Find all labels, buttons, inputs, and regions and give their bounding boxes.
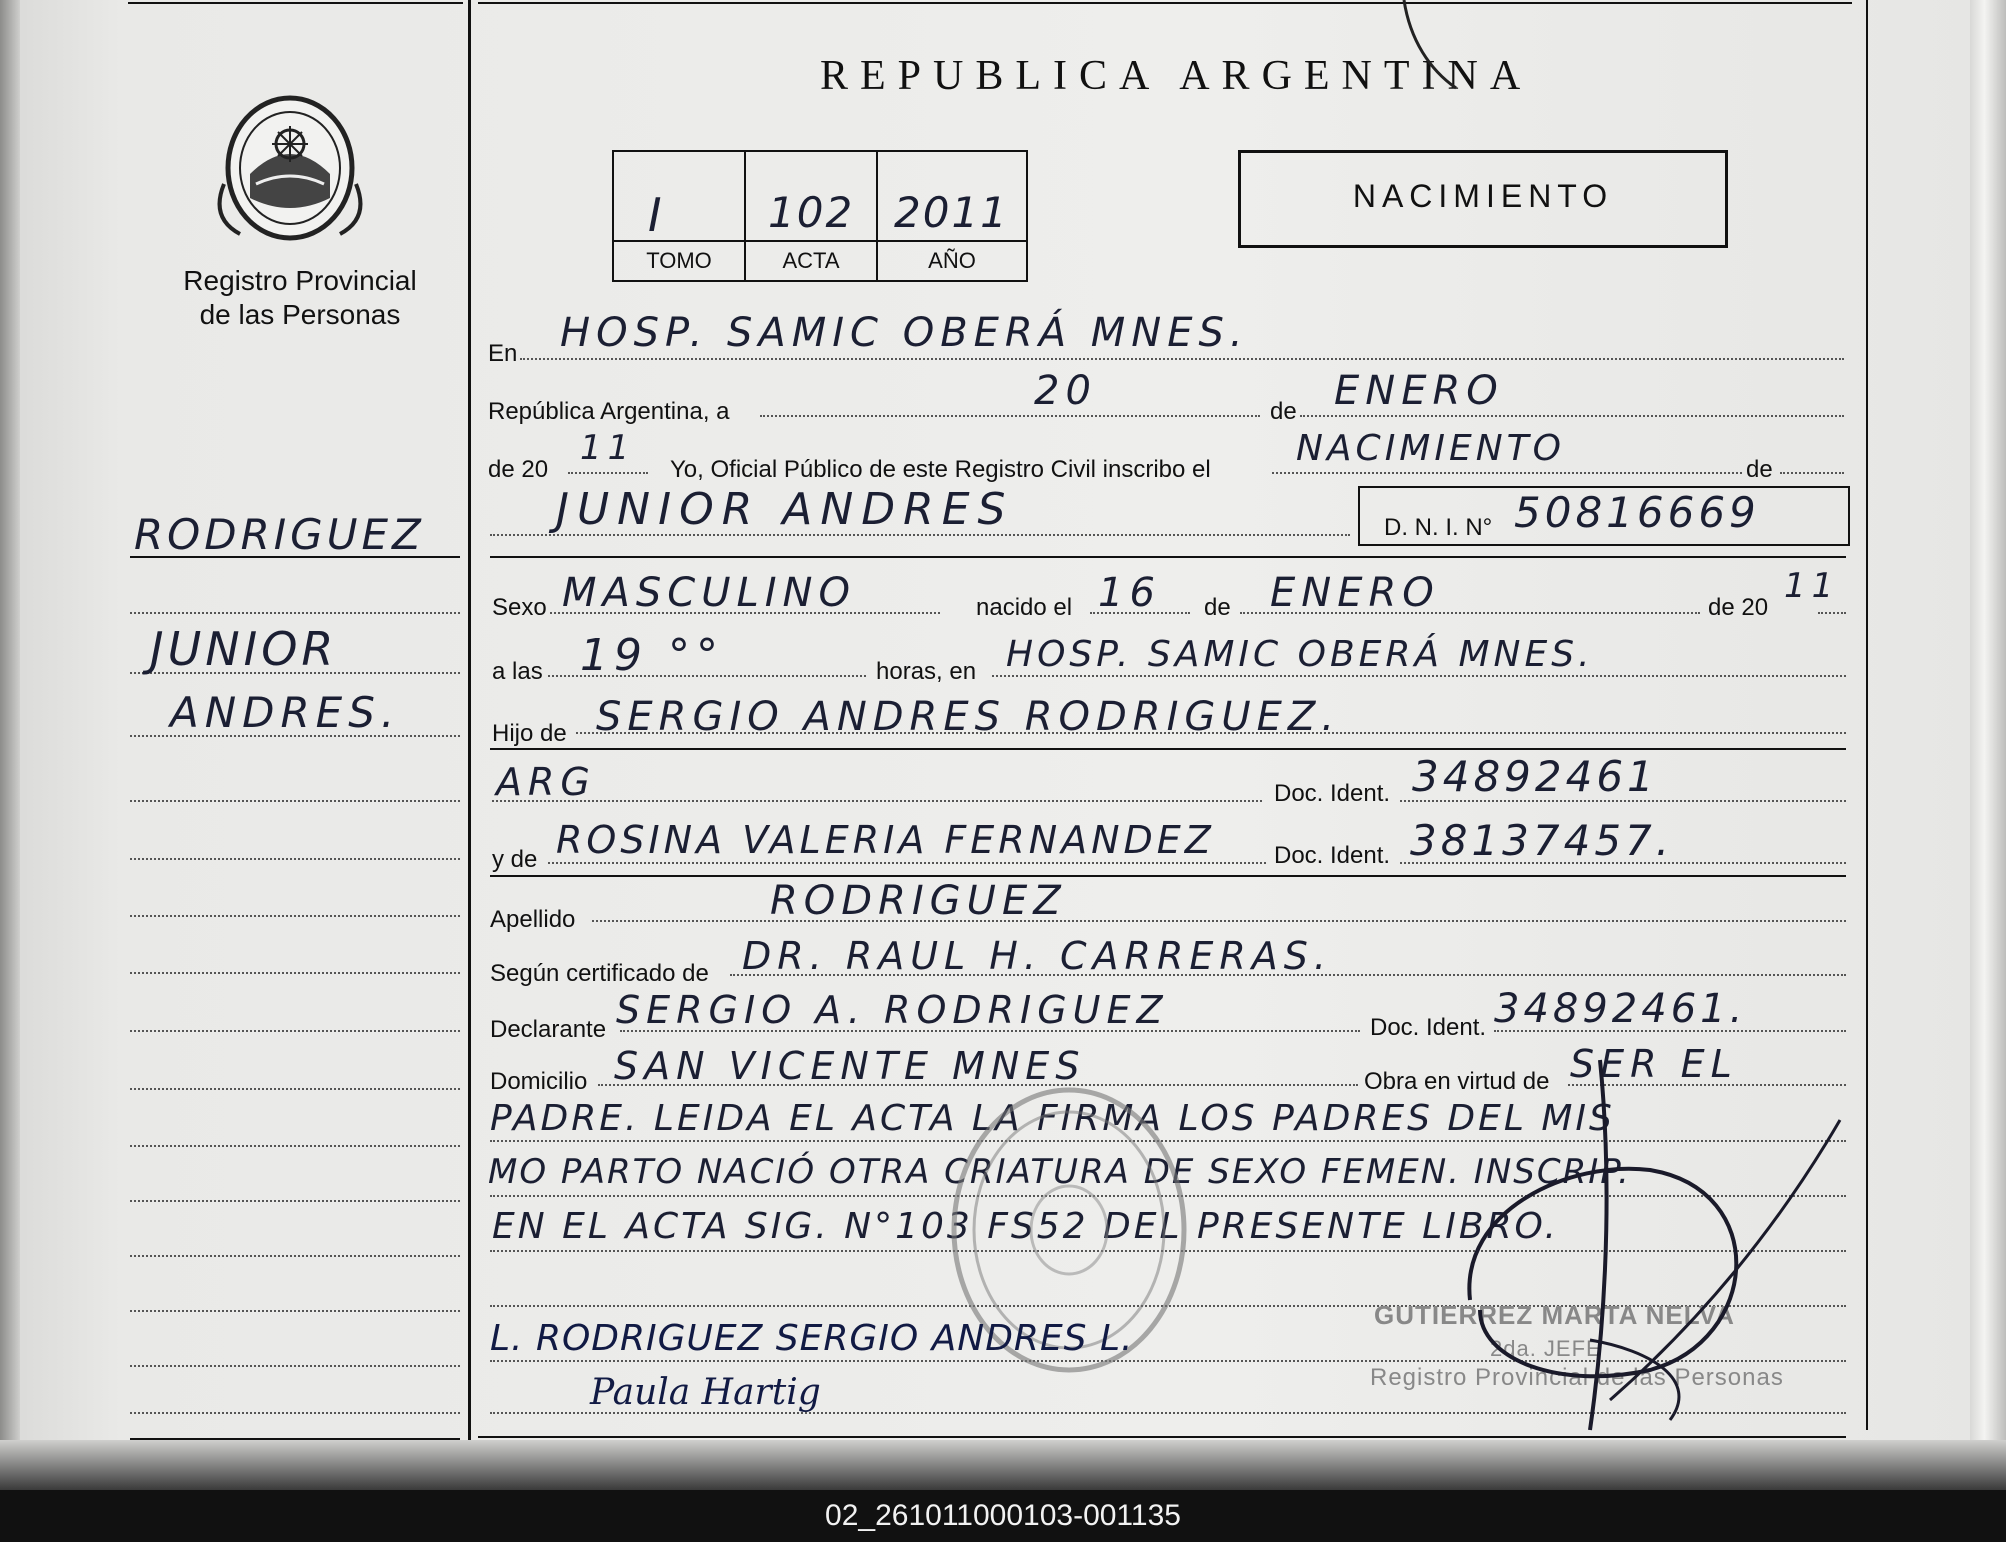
agency-line2: de las Personas	[199, 299, 401, 330]
lugar-value: HOSP. SAMIC OBERÁ MNES.	[1006, 634, 1594, 675]
signature-second: Paula Hartig	[590, 1372, 821, 1413]
form-line	[1300, 415, 1844, 417]
pen-stroke-icon	[1400, 0, 1460, 90]
form-rule	[490, 748, 1846, 750]
republica-label: República Argentina, a	[488, 398, 730, 425]
anio-label: AÑO	[928, 248, 976, 273]
hora-value: 19 °°	[580, 630, 724, 681]
margin-line	[130, 1088, 460, 1090]
doc-label-madre: Doc. Ident.	[1274, 842, 1391, 869]
act-type-label: NACIMIENTO	[1352, 178, 1614, 214]
margin-line	[130, 1255, 460, 1257]
dni-value: 50816669	[1514, 488, 1760, 537]
bottom-shadow	[0, 1440, 2006, 1490]
form-rule	[490, 875, 1846, 877]
page-title: REPUBLICA ARGENTINA	[820, 53, 1533, 99]
margin-line	[130, 612, 460, 614]
en-value: HOSP. SAMIC OBERÁ MNES.	[560, 310, 1249, 356]
form-rule	[490, 556, 1846, 558]
page-fold-shadow	[0, 0, 20, 1490]
acta-value: 102	[768, 188, 855, 237]
stamp-org: Registro Provincial de las Personas	[1370, 1364, 1784, 1391]
obra-label: Obra en virtud de	[1364, 1068, 1550, 1095]
official-signature-icon	[1440, 1040, 1870, 1440]
notes-line3: EN EL ACTA SIG. N°103 FS52 DEL PRESENTE LIBRO.	[492, 1206, 1559, 1247]
declarante-doc: 34892461.	[1494, 986, 1747, 1032]
margin-line	[130, 858, 460, 860]
tomo-label: TOMO	[646, 248, 712, 273]
stamp-name: GUTIERREZ MARTA NELVA	[1374, 1300, 1735, 1330]
form-line	[1818, 612, 1846, 614]
nacido-year: 11	[1784, 566, 1840, 606]
de20-label: de 20	[488, 456, 549, 483]
provincial-seal-icon	[210, 88, 370, 248]
padre-doc: 34892461	[1412, 752, 1658, 801]
alas-label: a las	[492, 658, 543, 685]
form-line	[760, 415, 1260, 417]
nombre-value: JUNIOR ANDRES	[556, 484, 1014, 535]
margin-divider	[468, 0, 471, 1440]
margin-name-line1: JUNIOR	[150, 622, 338, 676]
doc-label-declarante: Doc. Ident.	[1370, 1014, 1487, 1041]
acta-label: ACTA	[782, 248, 840, 273]
dni-label: D. N. I. N°	[1384, 514, 1493, 541]
nacido-day: 16	[1098, 570, 1161, 616]
form-line	[1780, 472, 1844, 474]
day-value: 20	[1034, 368, 1097, 414]
hijo-label: Hijo de	[492, 720, 567, 747]
horas-label: horas, en	[876, 658, 977, 685]
acto-value: NACIMIENTO	[1296, 428, 1565, 469]
de-label-3: de	[1204, 594, 1231, 621]
margin-line	[130, 1310, 460, 1312]
certificado-value: DR. RAUL H. CARRERAS.	[742, 934, 1332, 978]
year-value: 11	[580, 428, 636, 468]
declarante-value: SERGIO A. RODRIGUEZ	[616, 988, 1169, 1032]
padre-value: SERGIO ANDRES RODRIGUEZ.	[596, 694, 1341, 740]
margin-line	[130, 1200, 460, 1202]
agency-line1: Registro Provincial	[183, 265, 417, 296]
tomo-value: I	[648, 188, 668, 242]
notes-line1: PADRE. LEIDA EL ACTA LA FIRMA LOS PADRES DEL MIS	[490, 1098, 1615, 1139]
apellido-label: Apellido	[490, 906, 576, 933]
margin-line	[130, 915, 460, 917]
de-label-2: de	[1746, 456, 1773, 483]
agency-name	[140, 264, 460, 332]
form-line	[568, 472, 648, 474]
de-label: de	[1270, 398, 1297, 425]
sexo-value: MASCULINO	[562, 570, 856, 616]
obra-value: SER EL	[1570, 1042, 1738, 1086]
domicilio-label: Domicilio	[490, 1068, 588, 1095]
madre-value: ROSINA VALERIA FERNANDEZ	[556, 818, 1215, 862]
margin-line	[130, 1365, 460, 1367]
top-rule-left	[128, 2, 463, 4]
signature-declarante: L. RODRIGUEZ SERGIO ANDRES L.	[490, 1318, 1134, 1359]
form-line	[520, 358, 1844, 360]
tomo-cell	[612, 150, 746, 242]
margin-surname: RODRIGUEZ	[134, 510, 425, 559]
form-line	[492, 800, 1262, 802]
sexo-label: Sexo	[492, 594, 547, 621]
anio-value: 2011	[894, 188, 1009, 237]
form-line	[548, 862, 1266, 864]
margin-line	[130, 972, 460, 974]
padre-nacionalidad: ARG	[496, 760, 596, 804]
month-value: ENERO	[1334, 368, 1504, 414]
page-edge	[1970, 0, 2006, 1490]
notes-line2: MO PARTO NACIÓ OTRA CRIATURA DE SEXO FEMEN. INSCRIP.	[488, 1152, 1631, 1192]
en-label: En	[488, 340, 518, 367]
doc-label-padre: Doc. Ident.	[1274, 780, 1391, 807]
apellido-value: RODRIGUEZ	[770, 878, 1067, 924]
margin-line	[130, 1030, 460, 1032]
image-file-id: 02_261011000103-001135	[0, 1490, 2006, 1542]
declarante-label: Declarante	[490, 1016, 607, 1043]
top-rule-right	[478, 2, 1852, 4]
stamp-role: 2da. JEFE	[1490, 1336, 1602, 1361]
form-line	[1272, 472, 1742, 474]
yo-label: Yo, Oficial Público de este Registro Civil inscribo el	[670, 456, 1211, 483]
margin-line	[130, 800, 460, 802]
certificado-label: Según certificado de	[490, 960, 709, 987]
form-line	[992, 675, 1846, 677]
madre-doc: 38137457.	[1410, 816, 1674, 865]
margin-line	[130, 1145, 460, 1147]
domicilio-value: SAN VICENTE MNES	[614, 1044, 1086, 1088]
margin-line	[130, 1412, 460, 1414]
yde-label: y de	[492, 846, 538, 873]
de20-label-2: de 20	[1708, 594, 1769, 621]
nacido-month: ENERO	[1270, 570, 1440, 616]
margin-name-line2: ANDRES.	[170, 688, 401, 737]
nacido-label: nacido el	[976, 594, 1073, 621]
